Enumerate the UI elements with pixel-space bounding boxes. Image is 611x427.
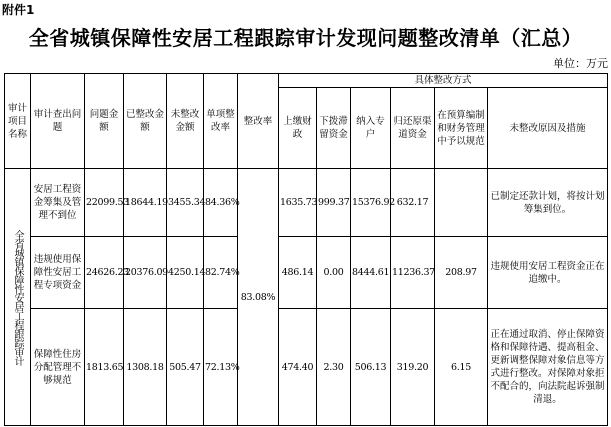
header-project: 审计项目名称 <box>5 74 31 169</box>
table-row <box>5 309 608 426</box>
table-row <box>5 169 608 237</box>
header-budget: 在预算编制和财务管理中予以规范 <box>435 88 488 169</box>
page-title: 全省城镇保障性安居工程跟踪审计发现问题整改清单（汇总） <box>28 26 583 50</box>
budget-cell: 208.97 <box>435 237 488 309</box>
table-row <box>5 237 608 309</box>
header-unrectified: 未整改金额 <box>167 74 204 169</box>
return-cell: 319.20 <box>391 309 435 426</box>
unrectified-cell: 3455.34 <box>167 169 204 237</box>
header-item-rate: 单项整改率 <box>204 74 238 169</box>
header-rate: 整改率 <box>238 74 279 169</box>
issue-cell: 保障性住房分配管理不够规范 <box>31 309 85 426</box>
amount-cell: 24626.23 <box>85 237 124 309</box>
unit-label: 单位：万元 <box>553 57 608 70</box>
turn-in-cell: 486.14 <box>279 237 317 309</box>
reason-cell: 违规使用安居工程资金正在追缴中。 <box>488 237 608 309</box>
item-rate-cell: 72.13% <box>204 309 238 426</box>
rectification-table <box>4 73 608 426</box>
rectified-cell: 18644.19 <box>124 169 167 237</box>
amount-cell: 22099.53 <box>85 169 124 237</box>
header-amount: 问题金额 <box>85 74 124 169</box>
amount-cell: 1813.65 <box>85 309 124 426</box>
turn-in-cell: 1635.73 <box>279 169 317 237</box>
header-return: 归还原渠道资金 <box>391 88 435 169</box>
header-reason: 未整改原因及措施 <box>488 88 608 169</box>
unrectified-cell: 505.47 <box>167 309 204 426</box>
special-cell: 8444.61 <box>351 237 391 309</box>
return-cell: 632.17 <box>391 169 435 237</box>
attachment-label: 附件1 <box>2 3 35 17</box>
budget-cell: 6.15 <box>435 309 488 426</box>
special-cell: 506.13 <box>351 309 391 426</box>
return-cell: 11236.37 <box>391 237 435 309</box>
allocate-cell: 2.30 <box>317 309 351 426</box>
reason-cell: 已制定还款计划，将按计划筹集到位。 <box>488 169 608 237</box>
budget-cell <box>435 169 488 237</box>
header-turn-in: 上缴财政 <box>279 88 317 169</box>
rectified-cell: 1308.18 <box>124 309 167 426</box>
issue-cell: 违规使用保障性安居工程专项资金 <box>31 237 85 309</box>
issue-cell: 安居工程资金筹集及管理不到位 <box>31 169 85 237</box>
rectified-cell: 20376.09 <box>124 237 167 309</box>
item-rate-cell: 84.36% <box>204 169 238 237</box>
special-cell: 15376.92 <box>351 169 391 237</box>
header-rectified: 已整改金额 <box>124 74 167 169</box>
header-methods-group: 具体整改方式 <box>279 74 608 88</box>
overall-rate-cell: 83.08% <box>238 169 279 426</box>
allocate-cell: 999.37 <box>317 169 351 237</box>
header-allocate: 下拨滞留资金 <box>317 88 351 169</box>
turn-in-cell: 474.40 <box>279 309 317 426</box>
project-name-cell: 全省城镇保障性安居工程跟踪审计 <box>5 169 31 426</box>
allocate-cell: 0.00 <box>317 237 351 309</box>
item-rate-cell: 82.74% <box>204 237 238 309</box>
header-issue: 审计查出问题 <box>31 74 85 169</box>
reason-cell: 正在通过取消、停止保障资格和保障待遇、提高租金、更新调整保障对象信息等方式进行整改。对保障对象拒不配合的，向法院起诉强制清退。 <box>488 309 608 426</box>
header-special: 纳入专户 <box>351 88 391 169</box>
unrectified-cell: 4250.14 <box>167 237 204 309</box>
